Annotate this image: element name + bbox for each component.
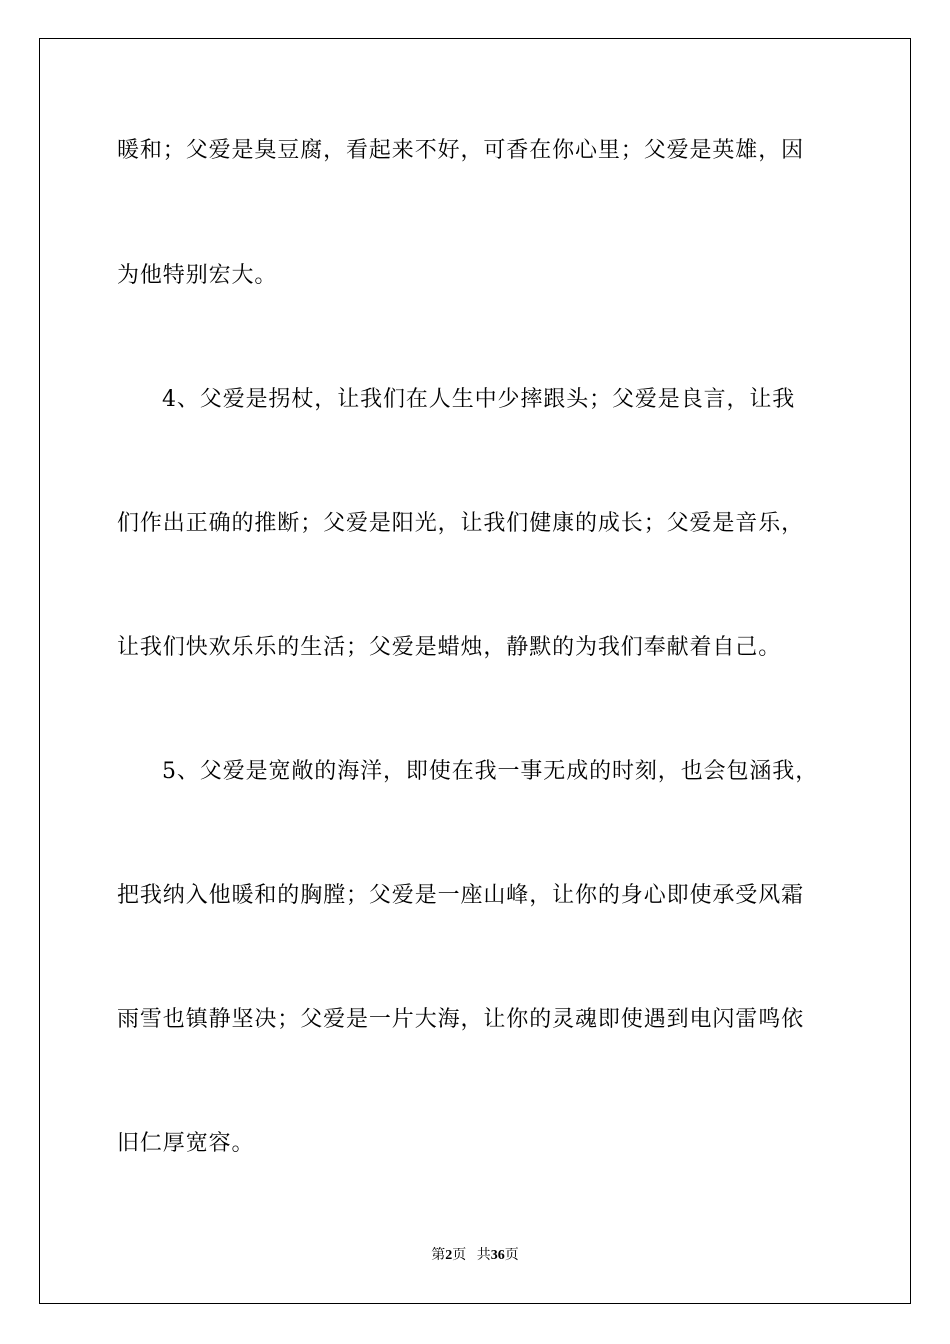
footer-total-prefix: 共 (476, 1248, 491, 1263)
footer-page-number: 2 (445, 1248, 453, 1263)
paragraph-line-2: 为他特别宏大。 (117, 263, 278, 288)
paragraph-line-1: 暖和；父爱是臭豆腐，看起来不好，可香在你心里；父爱是英雄，因 (117, 138, 805, 163)
page-footer (0, 1247, 950, 1265)
footer-prefix: 第 (431, 1248, 446, 1263)
page-border (39, 38, 911, 1304)
paragraph-line-9: 旧仁厚宽容。 (117, 1131, 255, 1156)
paragraph-line-4: 们作出正确的推断；父爱是阳光，让我们健康的成长；父爱是音乐， (117, 511, 805, 536)
footer-total-suffix: 页 (504, 1248, 519, 1263)
paragraph-line-7: 把我纳入他暖和的胸膛；父爱是一座山峰，让你的身心即使承受风霜 (117, 883, 805, 908)
paragraph-line-6: 5、父爱是宽敞的海洋，即使在我一事无成的时刻，也会包涵我， (162, 759, 819, 784)
paragraph-line-3: 4、父爱是拐杖，让我们在人生中少摔跟头；父爱是良言，让我 (162, 387, 796, 412)
paragraph-line-8: 雨雪也镇静坚决；父爱是一片大海，让你的灵魂即使遇到电闪雷鸣依 (117, 1007, 805, 1032)
footer-page-suffix: 页 (452, 1248, 467, 1263)
paragraph-line-5: 让我们快欢乐乐的生活；父爱是蜡烛，静默的为我们奉献着自己。 (117, 635, 782, 660)
footer-total-pages: 36 (490, 1248, 505, 1263)
